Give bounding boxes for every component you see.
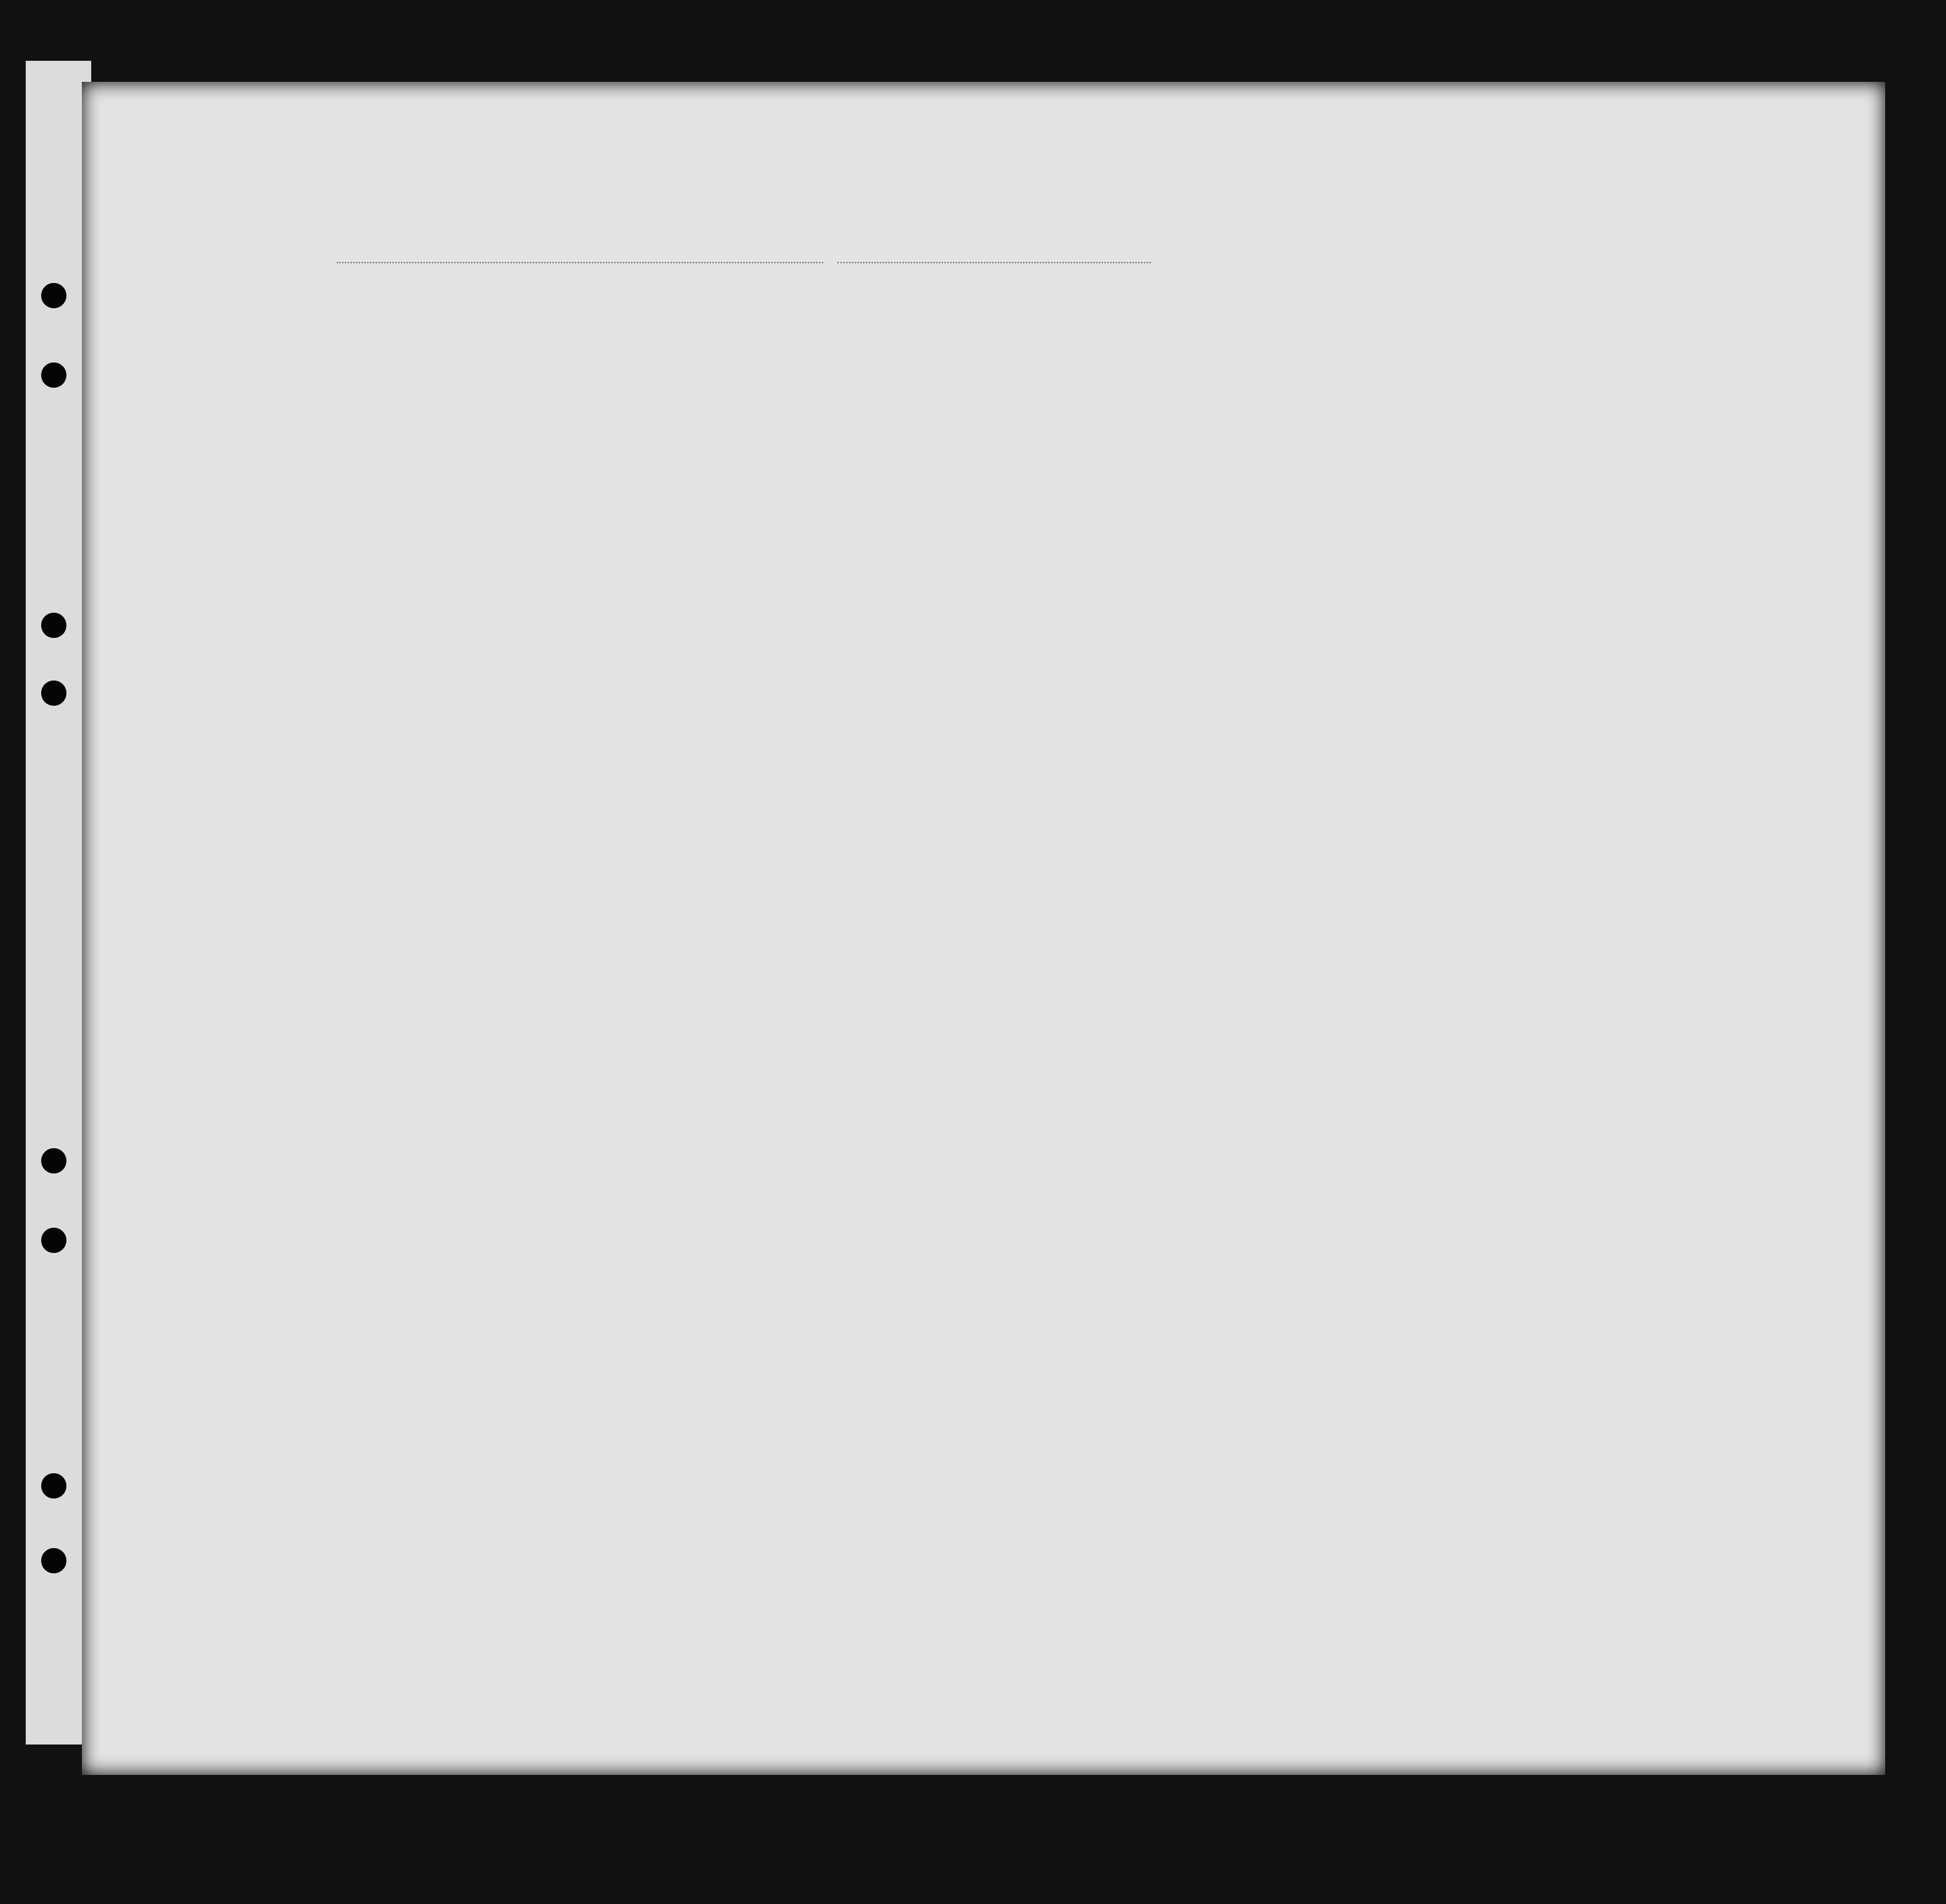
manifest-sheet — [82, 82, 1885, 1775]
dotted-line — [837, 262, 1151, 263]
punch-hole — [41, 613, 66, 638]
punch-hole — [41, 283, 66, 308]
punch-hole — [41, 1473, 66, 1499]
dotted-line — [337, 262, 823, 263]
punch-hole — [41, 1228, 66, 1253]
punch-hole — [41, 681, 66, 706]
punch-hole — [41, 1148, 66, 1173]
punch-hole — [41, 1548, 66, 1573]
punch-hole — [41, 362, 66, 388]
